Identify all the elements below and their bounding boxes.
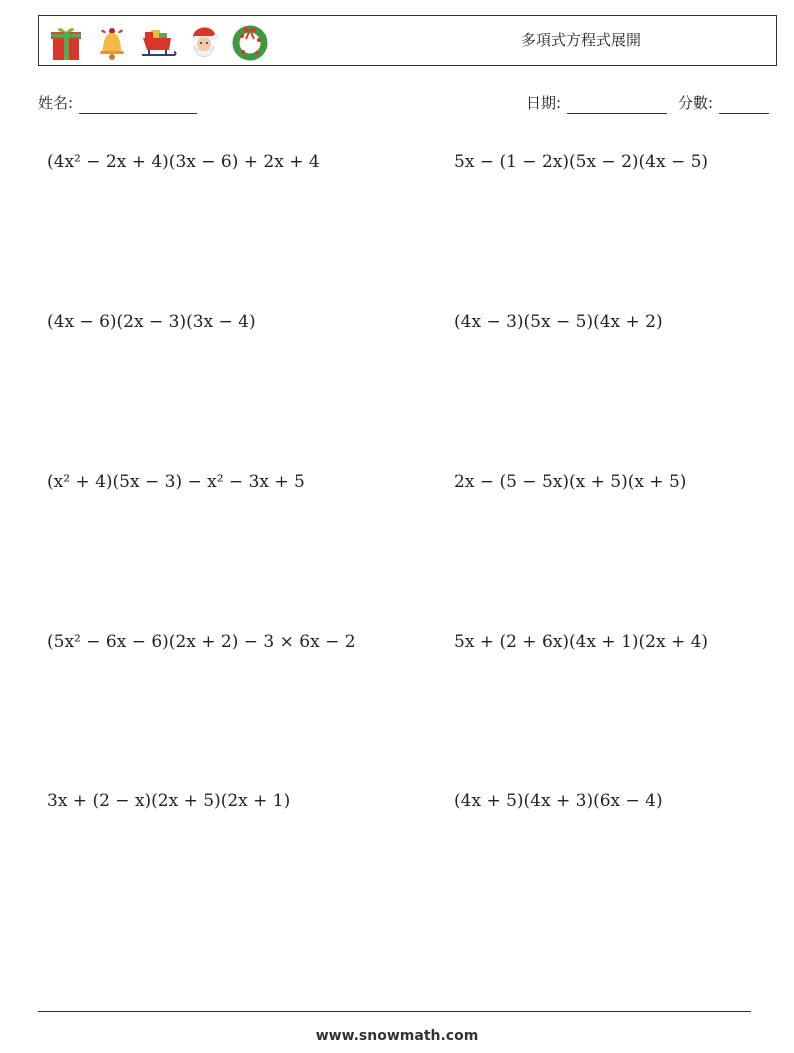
score-field [678, 92, 769, 114]
problem-2: 5x − (1 − 2x)(5x − 2)(4x − 5) [454, 152, 709, 172]
footer-divider [38, 1011, 751, 1012]
date-field [526, 92, 667, 114]
date-blank[interactable] [567, 97, 667, 114]
gift-icon [47, 22, 85, 62]
header-box [38, 15, 777, 66]
problem-6: 2x − (5 − 5x)(x + 5)(x + 5) [454, 472, 687, 492]
problem-1: (4x² − 2x + 4)(3x − 6) + 2x + 4 [47, 152, 320, 172]
problem-7: (5x² − 6x − 6)(2x + 2) − 3 × 6x − 2 [47, 632, 356, 652]
name-blank[interactable] [79, 97, 197, 114]
problem-4: (4x − 3)(5x − 5)(4x + 2) [454, 312, 663, 332]
problem-8: 5x + (2 + 6x)(4x + 1)(2x + 4) [454, 632, 709, 652]
wreath-icon [231, 22, 269, 62]
problem-9: 3x + (2 − x)(2x + 5)(2x + 1) [47, 791, 291, 811]
problem-3: (4x − 6)(2x − 3)(3x − 4) [47, 312, 256, 332]
name-field [38, 92, 197, 114]
problem-5: (x² + 4)(5x − 3) − x² − 3x + 5 [47, 472, 305, 492]
icon-strip [47, 22, 269, 62]
name-label: 姓名: [38, 94, 74, 112]
score-label: 分數: [678, 94, 714, 112]
sleigh-icon [139, 22, 177, 62]
worksheet-title: 多項式方程式展開 [521, 31, 642, 49]
date-label: 日期: [526, 94, 562, 112]
bell-icon [93, 22, 131, 62]
problem-10: (4x + 5)(4x + 3)(6x − 4) [454, 791, 663, 811]
footer-website[interactable]: www.snowmath.com [315, 1028, 479, 1044]
santa-icon [185, 22, 223, 62]
score-blank[interactable] [719, 97, 769, 114]
